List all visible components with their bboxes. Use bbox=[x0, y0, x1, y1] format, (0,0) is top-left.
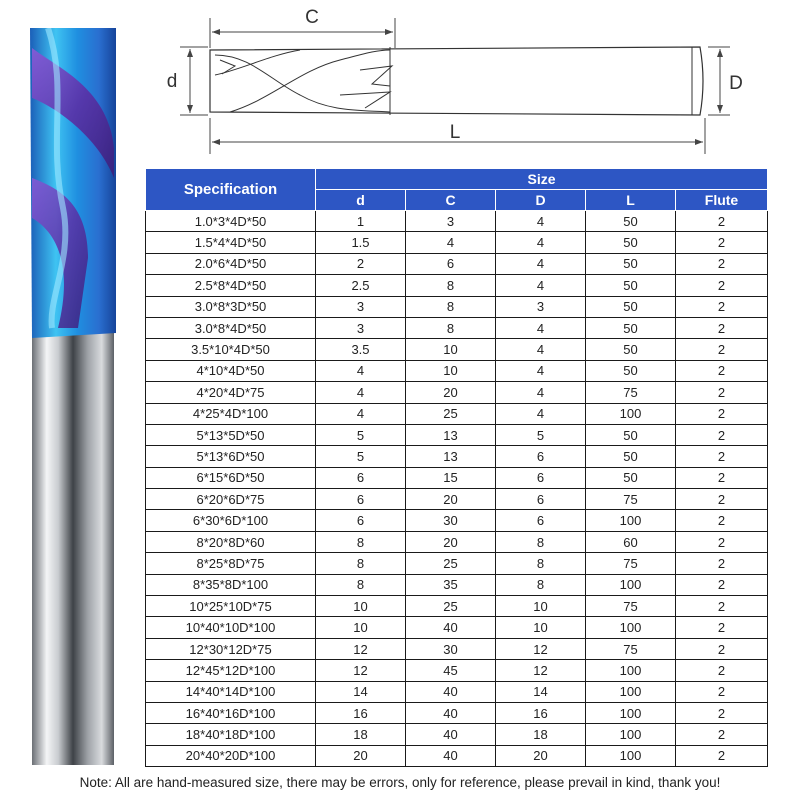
cell-flute: 2 bbox=[676, 360, 768, 381]
table-row bbox=[146, 382, 768, 403]
cell-d: 10 bbox=[316, 596, 406, 617]
table-row bbox=[146, 211, 768, 232]
cell-D: 4 bbox=[496, 382, 586, 403]
cell-d: 5 bbox=[316, 424, 406, 445]
cell-spec: 12*30*12D*75 bbox=[146, 638, 316, 659]
cell-c: 15 bbox=[406, 467, 496, 488]
cell-c: 3 bbox=[406, 211, 496, 232]
cell-D: 4 bbox=[496, 211, 586, 232]
cell-l: 75 bbox=[586, 382, 676, 403]
cell-l: 50 bbox=[586, 211, 676, 232]
cell-l: 75 bbox=[586, 489, 676, 510]
size-group-header: Size bbox=[316, 169, 768, 190]
cell-spec: 16*40*16D*100 bbox=[146, 702, 316, 723]
cell-flute: 2 bbox=[676, 489, 768, 510]
cell-c: 8 bbox=[406, 296, 496, 317]
cell-flute: 2 bbox=[676, 596, 768, 617]
cell-spec: 4*20*4D*75 bbox=[146, 382, 316, 403]
cell-l: 100 bbox=[586, 617, 676, 638]
dimension-drawing bbox=[160, 0, 790, 160]
cell-d: 8 bbox=[316, 574, 406, 595]
cell-l: 100 bbox=[586, 660, 676, 681]
cell-spec: 8*25*8D*75 bbox=[146, 553, 316, 574]
cell-D: 6 bbox=[496, 446, 586, 467]
cell-D: 10 bbox=[496, 617, 586, 638]
cell-c: 4 bbox=[406, 232, 496, 253]
cell-d: 4 bbox=[316, 403, 406, 424]
table-row bbox=[146, 638, 768, 659]
cell-l: 50 bbox=[586, 232, 676, 253]
cell-flute: 2 bbox=[676, 510, 768, 531]
table-row bbox=[146, 232, 768, 253]
table-row bbox=[146, 467, 768, 488]
cell-D: 18 bbox=[496, 724, 586, 745]
cell-l: 100 bbox=[586, 745, 676, 766]
cell-flute: 2 bbox=[676, 339, 768, 360]
cell-c: 40 bbox=[406, 702, 496, 723]
cell-D: 14 bbox=[496, 681, 586, 702]
column-header-c: C bbox=[406, 190, 496, 211]
cell-d: 18 bbox=[316, 724, 406, 745]
cell-d: 6 bbox=[316, 467, 406, 488]
cell-D: 4 bbox=[496, 253, 586, 274]
dim-label-l: L bbox=[449, 122, 461, 143]
table-row bbox=[146, 681, 768, 702]
cell-spec: 5*13*6D*50 bbox=[146, 446, 316, 467]
table-row bbox=[146, 446, 768, 467]
cell-c: 6 bbox=[406, 253, 496, 274]
cell-c: 40 bbox=[406, 617, 496, 638]
cell-c: 8 bbox=[406, 317, 496, 338]
cell-flute: 2 bbox=[676, 724, 768, 745]
cell-l: 100 bbox=[586, 403, 676, 424]
cell-D: 4 bbox=[496, 360, 586, 381]
cell-spec: 12*45*12D*100 bbox=[146, 660, 316, 681]
cell-flute: 2 bbox=[676, 574, 768, 595]
cell-c: 8 bbox=[406, 275, 496, 296]
dim-label-d: d bbox=[166, 71, 178, 92]
cell-c: 10 bbox=[406, 339, 496, 360]
cell-d: 12 bbox=[316, 638, 406, 659]
tool-outline bbox=[210, 47, 703, 115]
cell-flute: 2 bbox=[676, 660, 768, 681]
table-row bbox=[146, 253, 768, 274]
cell-D: 6 bbox=[496, 489, 586, 510]
cell-c: 40 bbox=[406, 681, 496, 702]
cell-c: 40 bbox=[406, 745, 496, 766]
cell-c: 13 bbox=[406, 446, 496, 467]
cell-spec: 10*40*10D*100 bbox=[146, 617, 316, 638]
cell-d: 1.5 bbox=[316, 232, 406, 253]
cell-l: 60 bbox=[586, 531, 676, 552]
cell-d: 3 bbox=[316, 317, 406, 338]
cell-l: 50 bbox=[586, 446, 676, 467]
cell-d: 4 bbox=[316, 382, 406, 403]
cell-D: 4 bbox=[496, 403, 586, 424]
cell-spec: 4*25*4D*100 bbox=[146, 403, 316, 424]
cell-c: 25 bbox=[406, 596, 496, 617]
table-row bbox=[146, 275, 768, 296]
cell-flute: 2 bbox=[676, 275, 768, 296]
cell-D: 6 bbox=[496, 467, 586, 488]
cell-flute: 2 bbox=[676, 638, 768, 659]
table-row bbox=[146, 553, 768, 574]
cell-D: 3 bbox=[496, 296, 586, 317]
cell-d: 20 bbox=[316, 745, 406, 766]
cell-l: 100 bbox=[586, 681, 676, 702]
cell-spec: 1.0*3*4D*50 bbox=[146, 211, 316, 232]
table-row bbox=[146, 531, 768, 552]
cell-l: 50 bbox=[586, 275, 676, 296]
cell-d: 14 bbox=[316, 681, 406, 702]
cell-l: 100 bbox=[586, 510, 676, 531]
cell-flute: 2 bbox=[676, 617, 768, 638]
dim-label-c: C bbox=[305, 7, 319, 28]
cell-spec: 18*40*18D*100 bbox=[146, 724, 316, 745]
cell-l: 50 bbox=[586, 296, 676, 317]
cell-d: 8 bbox=[316, 531, 406, 552]
cell-flute: 2 bbox=[676, 681, 768, 702]
cell-d: 12 bbox=[316, 660, 406, 681]
cell-D: 16 bbox=[496, 702, 586, 723]
table-row bbox=[146, 617, 768, 638]
cell-flute: 2 bbox=[676, 424, 768, 445]
cell-l: 50 bbox=[586, 253, 676, 274]
cell-flute: 2 bbox=[676, 403, 768, 424]
column-header-l: L bbox=[586, 190, 676, 211]
spec-table bbox=[145, 168, 768, 767]
column-header-d: d bbox=[316, 190, 406, 211]
cell-l: 50 bbox=[586, 339, 676, 360]
cell-flute: 2 bbox=[676, 382, 768, 403]
cell-l: 50 bbox=[586, 317, 676, 338]
table-row bbox=[146, 339, 768, 360]
cell-c: 30 bbox=[406, 638, 496, 659]
cell-flute: 2 bbox=[676, 253, 768, 274]
cell-c: 20 bbox=[406, 531, 496, 552]
column-header-flute: Flute bbox=[676, 190, 768, 211]
footnote: Note: All are hand-measured size, there may be errors, only for reference, please prevail in kind, thank you! bbox=[79, 775, 721, 790]
cell-flute: 2 bbox=[676, 296, 768, 317]
table-row bbox=[146, 660, 768, 681]
column-header-D: D bbox=[496, 190, 586, 211]
cell-D: 6 bbox=[496, 510, 586, 531]
cell-flute: 2 bbox=[676, 531, 768, 552]
cell-c: 40 bbox=[406, 724, 496, 745]
cell-flute: 2 bbox=[676, 232, 768, 253]
cell-D: 12 bbox=[496, 660, 586, 681]
cell-D: 10 bbox=[496, 596, 586, 617]
cell-spec: 3.0*8*4D*50 bbox=[146, 317, 316, 338]
cell-spec: 2.0*6*4D*50 bbox=[146, 253, 316, 274]
cell-c: 35 bbox=[406, 574, 496, 595]
cell-d: 6 bbox=[316, 489, 406, 510]
cell-D: 4 bbox=[496, 232, 586, 253]
cell-d: 6 bbox=[316, 510, 406, 531]
cell-spec: 6*20*6D*75 bbox=[146, 489, 316, 510]
cell-d: 2 bbox=[316, 253, 406, 274]
cell-spec: 20*40*20D*100 bbox=[146, 745, 316, 766]
cell-d: 10 bbox=[316, 617, 406, 638]
tool-shank bbox=[32, 333, 114, 765]
cell-spec: 3.5*10*4D*50 bbox=[146, 339, 316, 360]
cell-flute: 2 bbox=[676, 317, 768, 338]
cell-spec: 1.5*4*4D*50 bbox=[146, 232, 316, 253]
cell-D: 5 bbox=[496, 424, 586, 445]
cell-D: 8 bbox=[496, 574, 586, 595]
cell-l: 100 bbox=[586, 702, 676, 723]
cell-spec: 3.0*8*3D*50 bbox=[146, 296, 316, 317]
cell-l: 75 bbox=[586, 638, 676, 659]
table-row bbox=[146, 574, 768, 595]
table-row bbox=[146, 745, 768, 766]
cell-l: 100 bbox=[586, 574, 676, 595]
cell-spec: 4*10*4D*50 bbox=[146, 360, 316, 381]
cell-D: 12 bbox=[496, 638, 586, 659]
cell-flute: 2 bbox=[676, 446, 768, 467]
cell-spec: 6*15*6D*50 bbox=[146, 467, 316, 488]
cell-flute: 2 bbox=[676, 467, 768, 488]
cell-d: 2.5 bbox=[316, 275, 406, 296]
cell-spec: 6*30*6D*100 bbox=[146, 510, 316, 531]
cell-flute: 2 bbox=[676, 702, 768, 723]
cell-l: 50 bbox=[586, 467, 676, 488]
cell-D: 8 bbox=[496, 531, 586, 552]
cell-l: 100 bbox=[586, 724, 676, 745]
cell-c: 25 bbox=[406, 403, 496, 424]
table-row bbox=[146, 403, 768, 424]
table-row bbox=[146, 489, 768, 510]
dim-label-D: D bbox=[729, 73, 743, 94]
cell-spec: 10*25*10D*75 bbox=[146, 596, 316, 617]
table-row bbox=[146, 724, 768, 745]
cell-d: 3.5 bbox=[316, 339, 406, 360]
cell-c: 20 bbox=[406, 382, 496, 403]
cell-D: 4 bbox=[496, 339, 586, 360]
cell-c: 10 bbox=[406, 360, 496, 381]
cell-d: 16 bbox=[316, 702, 406, 723]
end-mill-photo bbox=[18, 28, 128, 768]
cell-c: 45 bbox=[406, 660, 496, 681]
cell-c: 30 bbox=[406, 510, 496, 531]
cell-D: 4 bbox=[496, 275, 586, 296]
cell-flute: 2 bbox=[676, 211, 768, 232]
table-row bbox=[146, 360, 768, 381]
cell-l: 50 bbox=[586, 424, 676, 445]
cell-d: 1 bbox=[316, 211, 406, 232]
cell-spec: 5*13*5D*50 bbox=[146, 424, 316, 445]
cell-flute: 2 bbox=[676, 553, 768, 574]
cell-spec: 8*35*8D*100 bbox=[146, 574, 316, 595]
cell-l: 75 bbox=[586, 553, 676, 574]
cell-D: 20 bbox=[496, 745, 586, 766]
table-row bbox=[146, 510, 768, 531]
cell-l: 75 bbox=[586, 596, 676, 617]
table-row bbox=[146, 596, 768, 617]
cell-flute: 2 bbox=[676, 745, 768, 766]
cell-c: 13 bbox=[406, 424, 496, 445]
cell-D: 8 bbox=[496, 553, 586, 574]
table-row bbox=[146, 424, 768, 445]
cell-spec: 8*20*8D*60 bbox=[146, 531, 316, 552]
cell-d: 3 bbox=[316, 296, 406, 317]
cell-spec: 14*40*14D*100 bbox=[146, 681, 316, 702]
table-row bbox=[146, 317, 768, 338]
cell-D: 4 bbox=[496, 317, 586, 338]
cell-d: 4 bbox=[316, 360, 406, 381]
table-header-row bbox=[146, 169, 768, 190]
table-row bbox=[146, 702, 768, 723]
cell-c: 20 bbox=[406, 489, 496, 510]
cell-d: 8 bbox=[316, 553, 406, 574]
table-row bbox=[146, 296, 768, 317]
cell-c: 25 bbox=[406, 553, 496, 574]
cell-d: 5 bbox=[316, 446, 406, 467]
cell-spec: 2.5*8*4D*50 bbox=[146, 275, 316, 296]
table-body bbox=[146, 211, 768, 767]
cell-l: 50 bbox=[586, 360, 676, 381]
spec-column-header: Specification bbox=[146, 169, 316, 211]
